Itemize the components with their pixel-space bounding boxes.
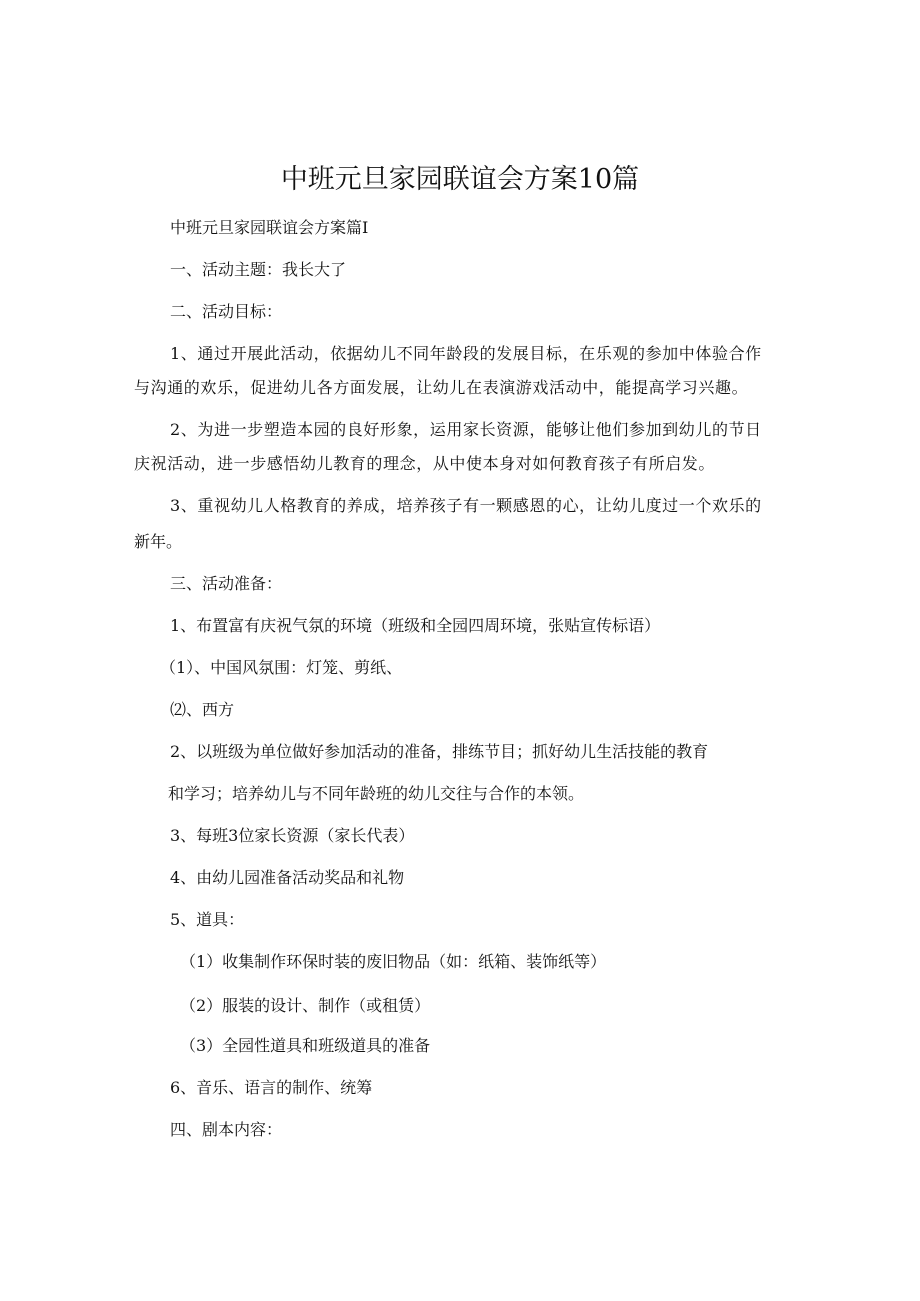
props-item-3: （3）全园性道具和班级道具的准备: [180, 1036, 431, 1055]
goal-1-line-1: 1、通过开展此活动，依据幼儿不同年龄段的发展目标，在乐观的参加中体验合作: [170, 344, 762, 363]
props-item-1: （1）收集制作环保时装的废旧物品（如：纸箱、装饰纸等）: [180, 952, 607, 971]
preparation-3: 3、每班3位家长资源（家长代表）: [170, 826, 415, 845]
props-item-2: （2）服装的设计、制作（或租赁）: [180, 996, 431, 1015]
script-content-heading: 四、剧本内容：: [170, 1120, 283, 1139]
preparation-5: 5、道具：: [170, 910, 245, 929]
goal-1-line-2: 与沟通的欢乐，促进幼儿各方面发展，让幼儿在表演游戏活动中，能提高学习兴趣。: [134, 378, 749, 397]
preparation-6: 6、音乐、语言的制作、统筹: [170, 1078, 373, 1097]
goal-3-line-1: 3、重视幼儿人格教育的养成，培养孩子有一颗感恩的心，让幼儿度过一个欢乐的: [170, 496, 762, 515]
activity-preparation-heading: 三、活动准备：: [170, 574, 283, 593]
activity-theme: 一、活动主题：我长大了: [170, 260, 347, 279]
goal-2-line-1: 2、为进一步塑造本园的良好形象，运用家长资源，能够让他们参加到幼儿的节日: [170, 420, 762, 439]
document-title: 中班元旦家园联谊会方案10篇: [280, 164, 640, 195]
preparation-2-line-2: 和学习；培养幼儿与不同年龄班的幼儿交往与合作的本领。: [168, 784, 585, 803]
preparation-4: 4、由幼儿园准备活动奖品和礼物: [170, 868, 405, 887]
preparation-1: 1、布置富有庆祝气氛的环境（班级和全园四周环境，张贴宣传标语）: [170, 616, 661, 635]
goal-3-line-2: 新年。: [134, 532, 183, 551]
section-heading-part-1: 中班元旦家园联谊会方案篇I: [170, 218, 369, 237]
preparation-2-line-1: 2、以班级为单位做好参加活动的准备，排练节目；抓好幼儿生活技能的教育: [170, 742, 709, 761]
preparation-1-sub-1: （1）、中国风氛围：灯笼、剪纸、: [160, 658, 403, 677]
preparation-1-sub-2: ⑵、西方: [170, 700, 235, 719]
goal-2-line-2: 庆祝活动，进一步感悟幼儿教育的理念，从中使本身对如何教育孩子有所启发。: [134, 454, 716, 473]
activity-goals-heading: 二、活动目标：: [170, 302, 283, 321]
